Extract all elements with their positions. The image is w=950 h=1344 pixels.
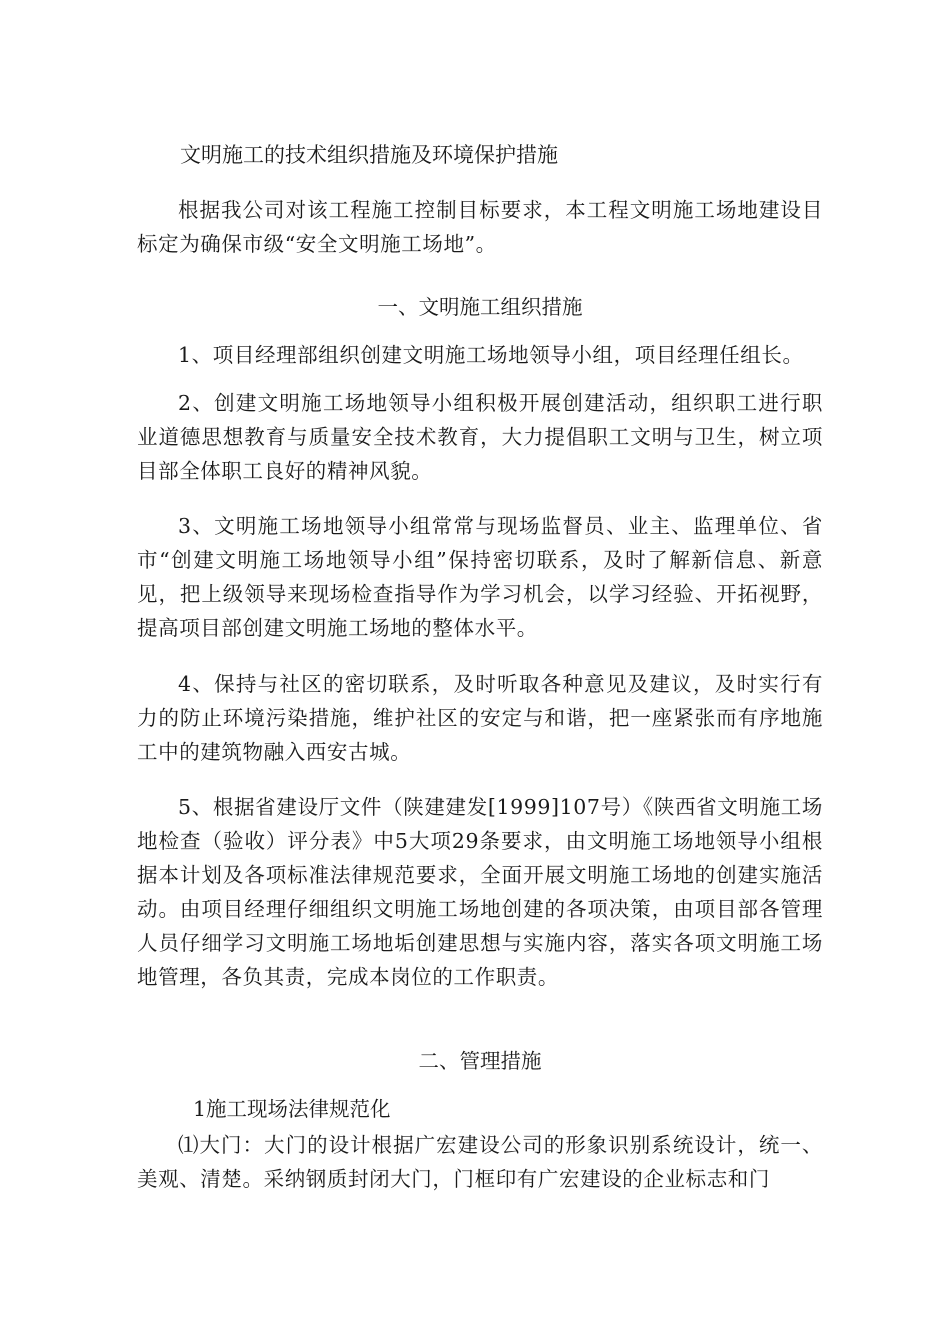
- section-1-item-5: 5、根据省建设厅文件（陕建建发[1999]107号）《陕西省文明施工场地检查（验收）评分表》中5大项29条要求，由文明施工场地领导小组根据本计划及各项标准法律规范要求，全面开展文明施工场地的创建实施活动。由项目经理仔细组织文明施工场地创建的各项决策，由项目部各管理人员仔细学习文明施工场地垢创建思想与实施内容，落实各项文明施工场地管理，各负其责，完成本岗位的工作职责。: [137, 795, 823, 989]
- section-2-item-1: ⑴大门：大门的设计根据广宏建设公司的形象识别系统设计，统一、美观、清楚。采纳钢质封闭大门，门框印有广宏建设的企业标志和门: [137, 1133, 823, 1191]
- section-2-subheading: 1施工现场法律规范化: [193, 1097, 391, 1121]
- intro-paragraph: 根据我公司对该工程施工控制目标要求，本工程文明施工场地建设目标定为确保市级“安全文明施工场地”。: [137, 198, 823, 256]
- section-1-heading: 一、文明施工组织措施: [377, 295, 583, 319]
- section-1-item-2: 2、创建文明施工场地领导小组积极开展创建活动，组织职工进行职业道德思想教育与质量安全技术教育，大力提倡职工文明与卫生，树立项目部全体职工良好的精神风貌。: [137, 391, 823, 483]
- section-1-item-1: 1、项目经理部组织创建文明施工场地领导小组，项目经理任组长。: [178, 343, 804, 367]
- section-1-item-4: 4、保持与社区的密切联系，及时听取各种意见及建议，及时实行有力的防止环境污染措施，维护社区的安定与和谐，把一座紧张而有序地施工中的建筑物融入西安古城。: [137, 672, 823, 764]
- section-1-item-3: 3、文明施工场地领导小组常常与现场监督员、业主、监理单位、省市“创建文明施工场地领导小组”保持密切联系，及时了解新信息、新意见，把上级领导来现场检查指导作为学习机会，以学习经验、开拓视野，提高项目部创建文明施工场地的整体水平。: [137, 514, 823, 640]
- section-2-heading: 二、管理措施: [418, 1049, 542, 1073]
- document-title: 文明施工的技术组织措施及环境保护措施: [180, 143, 558, 167]
